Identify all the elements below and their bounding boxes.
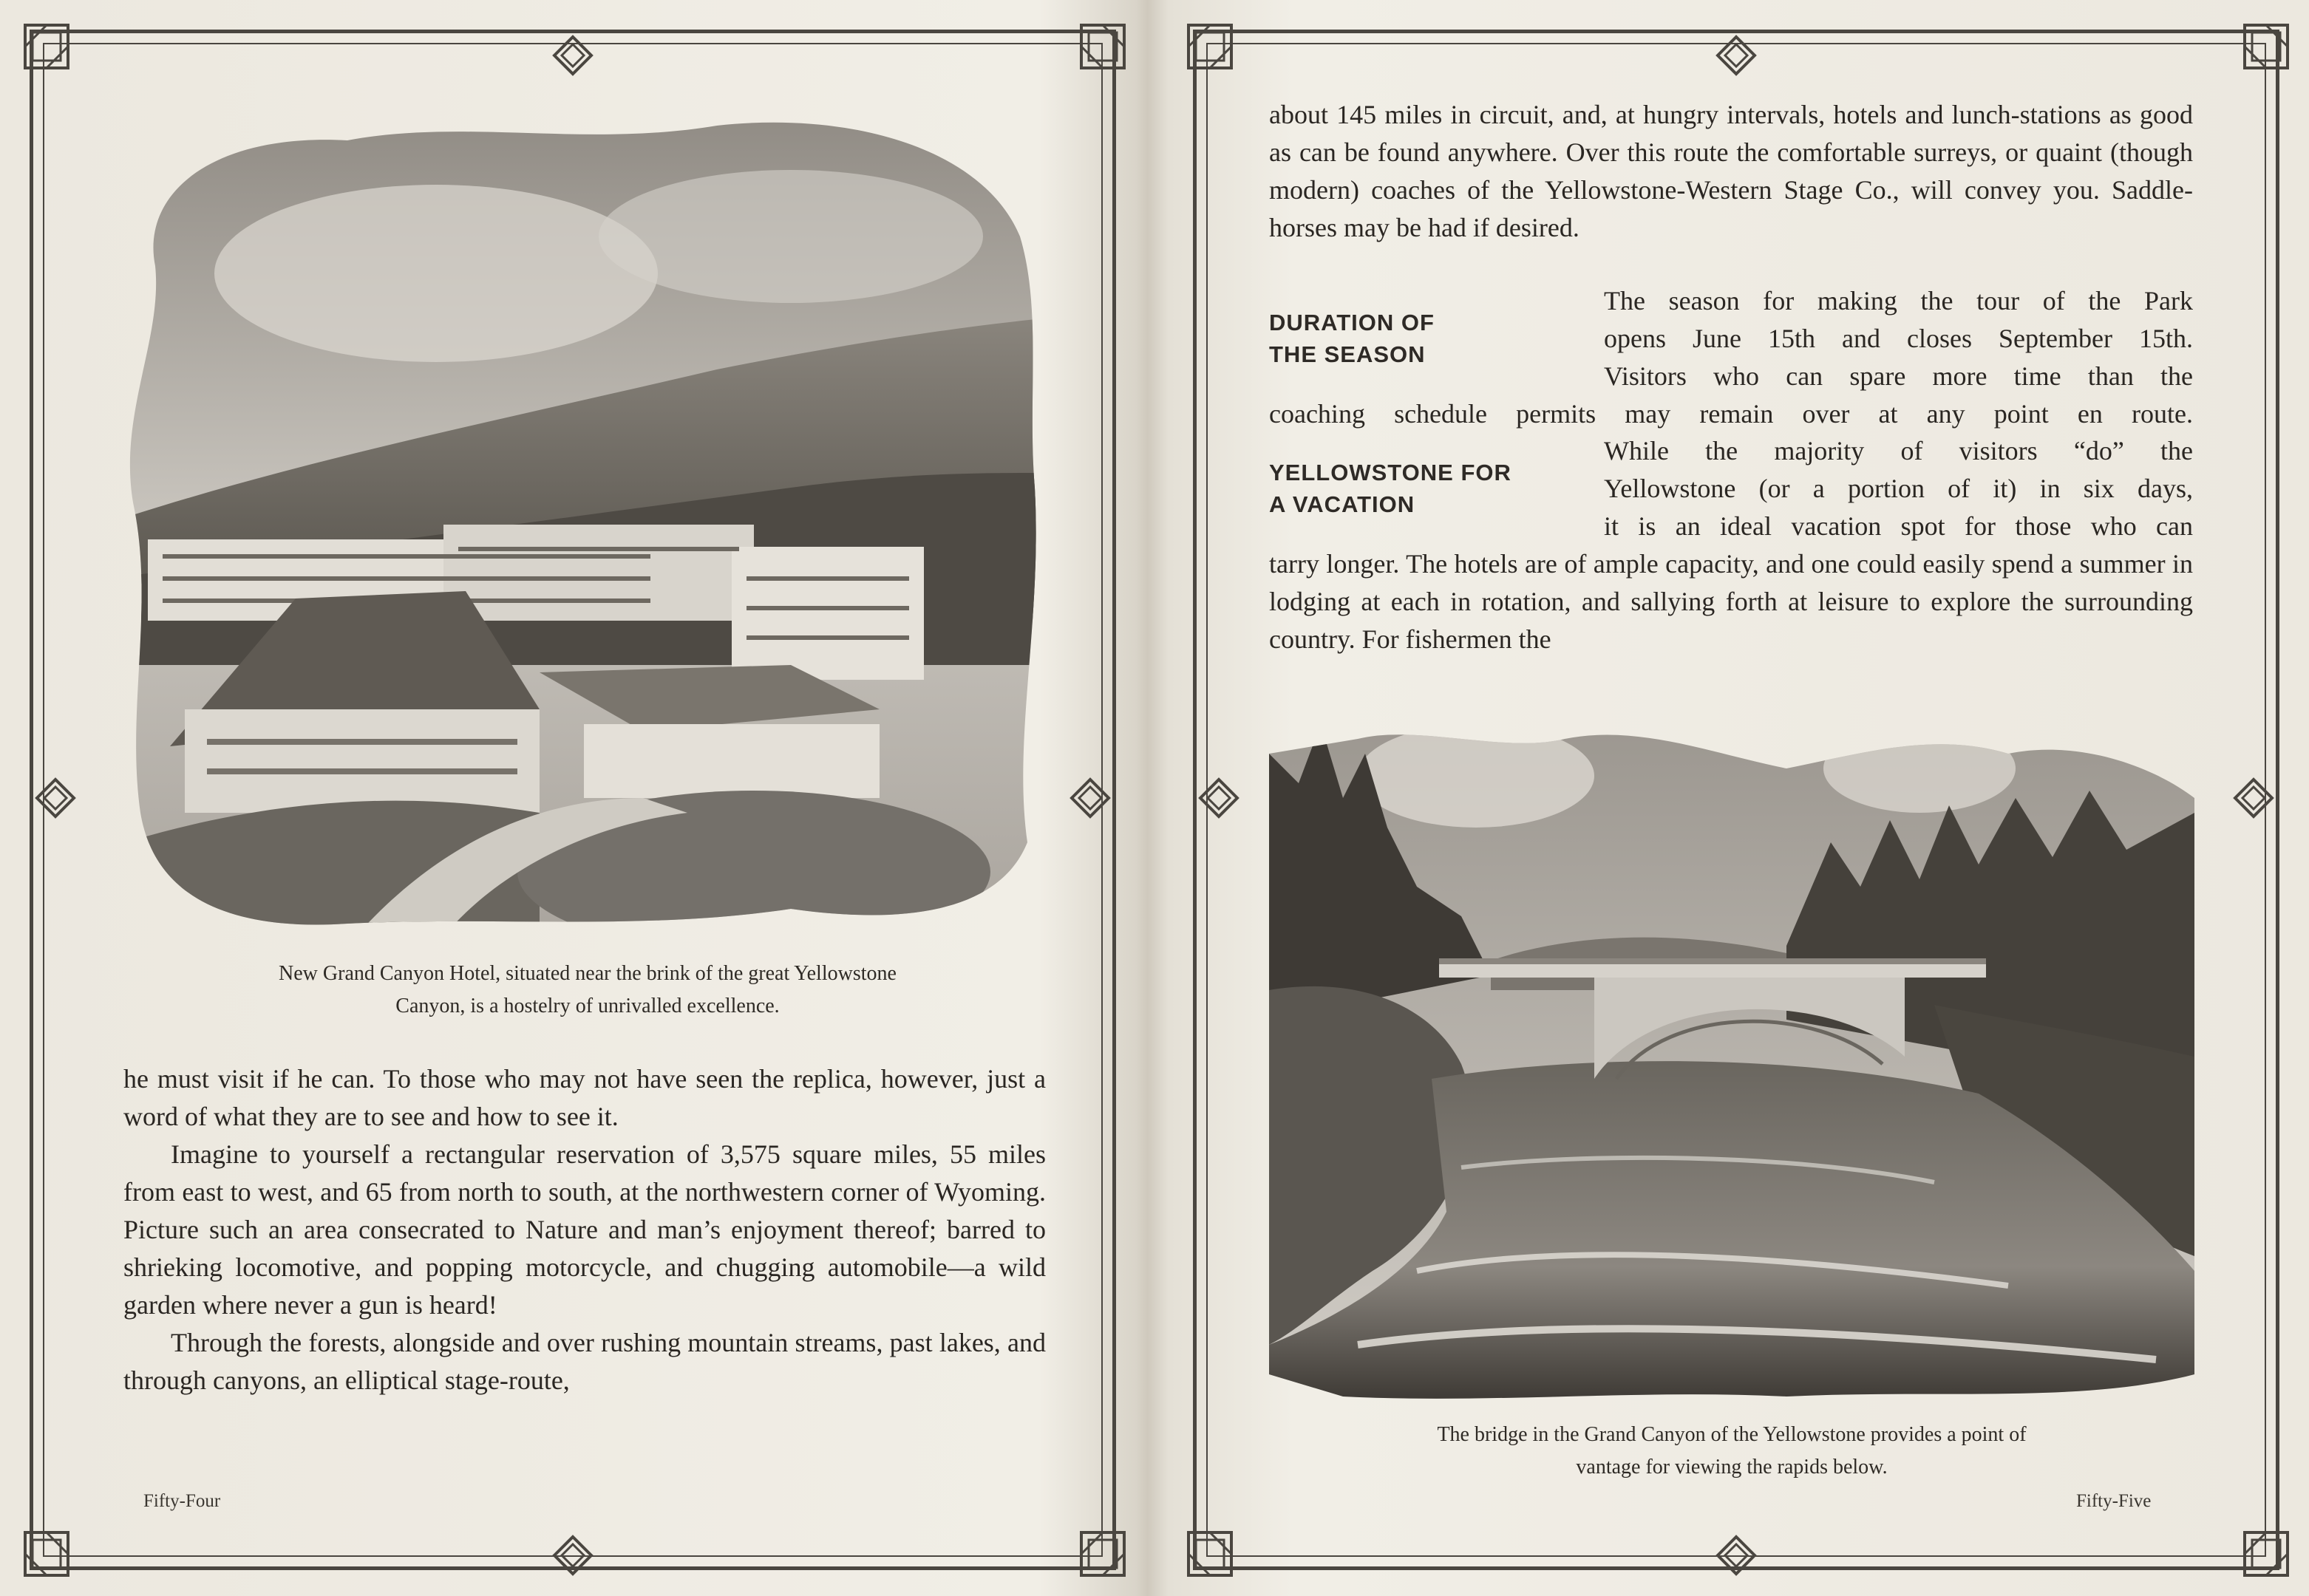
corner-ornament-icon (21, 21, 72, 72)
text-line: Visitors who can spare more time than the (1604, 361, 2193, 391)
photo-caption (1269, 1419, 2194, 1484)
corner-ornament-icon (1184, 21, 1236, 72)
sidehead-line: A VACATION (1269, 491, 1415, 517)
corner-ornament-icon (2240, 21, 2292, 72)
sidehead-line: DURATION OF (1269, 310, 1435, 335)
page-number: Fifty-Five (2076, 1491, 2152, 1511)
body-text-final (1269, 545, 2193, 658)
paragraph: tarry longer. The hotels are of ample capacity, and one could easily spend a summer in lodging at each in rotation, and sallying forth at leisure to explore the surrounding country. For fishermen the (1269, 549, 2193, 654)
text-line: The season for making the tour of the Park (1604, 286, 2193, 316)
corner-ornament-icon (1184, 1528, 1236, 1580)
corner-ornament-icon (1077, 21, 1129, 72)
sidehead-line: YELLOWSTONE FOR (1269, 460, 1511, 485)
body-text (123, 1060, 1046, 1399)
season-text (1604, 282, 2193, 395)
page-number: Fifty-Four (143, 1491, 221, 1511)
paragraph: about 145 miles in circuit, and, at hungry intervals, hotels and lunch-stations as good as can be found anywhere. Over this route the comfortable surreys, or quaint (though modern) coaches of the Yellowstone-Western Stage Co., will convey you. Saddle-horses may be had if desired. (1269, 100, 2193, 242)
text-line: coaching schedule permits may remain over at any point en route. (1269, 399, 2193, 429)
knot-ornament-icon (1068, 776, 1112, 820)
text-line: it is an ideal vacation spot for those who can (1604, 511, 2193, 541)
season-full-line (1269, 395, 2193, 433)
vacation-text (1604, 432, 2193, 545)
text-line: opens June 15th and closes September 15th. (1604, 324, 2193, 353)
corner-ornament-icon (2240, 1528, 2292, 1580)
left-page (0, 0, 1149, 1596)
corner-ornament-icon (1077, 1528, 1129, 1580)
knot-ornament-icon (2231, 776, 2276, 820)
text-line: Yellowstone (or a portion of it) in six days, (1604, 474, 2193, 503)
paragraph: Through the forests, alongside and over rushing mountain streams, past lakes, and through canyons, an elliptical stage-route, (123, 1328, 1046, 1395)
caption-line-1: The bridge in the Grand Canyon of the Yellowstone provides a point of (1437, 1423, 2027, 1446)
sidehead-duration (1269, 307, 1435, 370)
paragraph: Imagine to yourself a rectangular reservation of 3,575 square miles, 55 miles from east to west, and 65 from north to south, at the northwestern corner of Wyoming. Picture such an area consecrated to Nature and man’s enjoyment thereof; barred to shrieking locomotive, and popping motorcycle, and chugging automobile—a wild garden where never a gun is heard! (123, 1139, 1046, 1320)
knot-ornament-icon (33, 776, 78, 820)
corner-ornament-icon (21, 1528, 72, 1580)
caption-line-2: vantage for viewing the rapids below. (1576, 1456, 1888, 1479)
paragraph: he must visit if he can. To those who may not have seen the replica, however, just a word of what they are to see and how to see it. (123, 1064, 1046, 1131)
sidehead-vacation (1269, 457, 1511, 520)
text-line: While the majority of visitors “do” the (1604, 436, 2193, 466)
knot-ornament-icon (1714, 33, 1758, 78)
caption-line-2: Canyon, is a hostelry of unrivalled excellence. (395, 995, 780, 1017)
bridge-photo (1269, 709, 2194, 1404)
caption-line-1: New Grand Canyon Hotel, situated near the brink of the great Yellowstone (279, 962, 897, 985)
knot-ornament-icon (1197, 776, 1241, 820)
photo-caption (111, 958, 1064, 1023)
knot-ornament-icon (551, 33, 595, 78)
sidehead-line: THE SEASON (1269, 341, 1426, 367)
knot-ornament-icon (1714, 1533, 1758, 1578)
hotel-photo (126, 103, 1050, 946)
body-text-top (1269, 96, 2193, 247)
right-page (1160, 0, 2309, 1596)
knot-ornament-icon (551, 1533, 595, 1578)
